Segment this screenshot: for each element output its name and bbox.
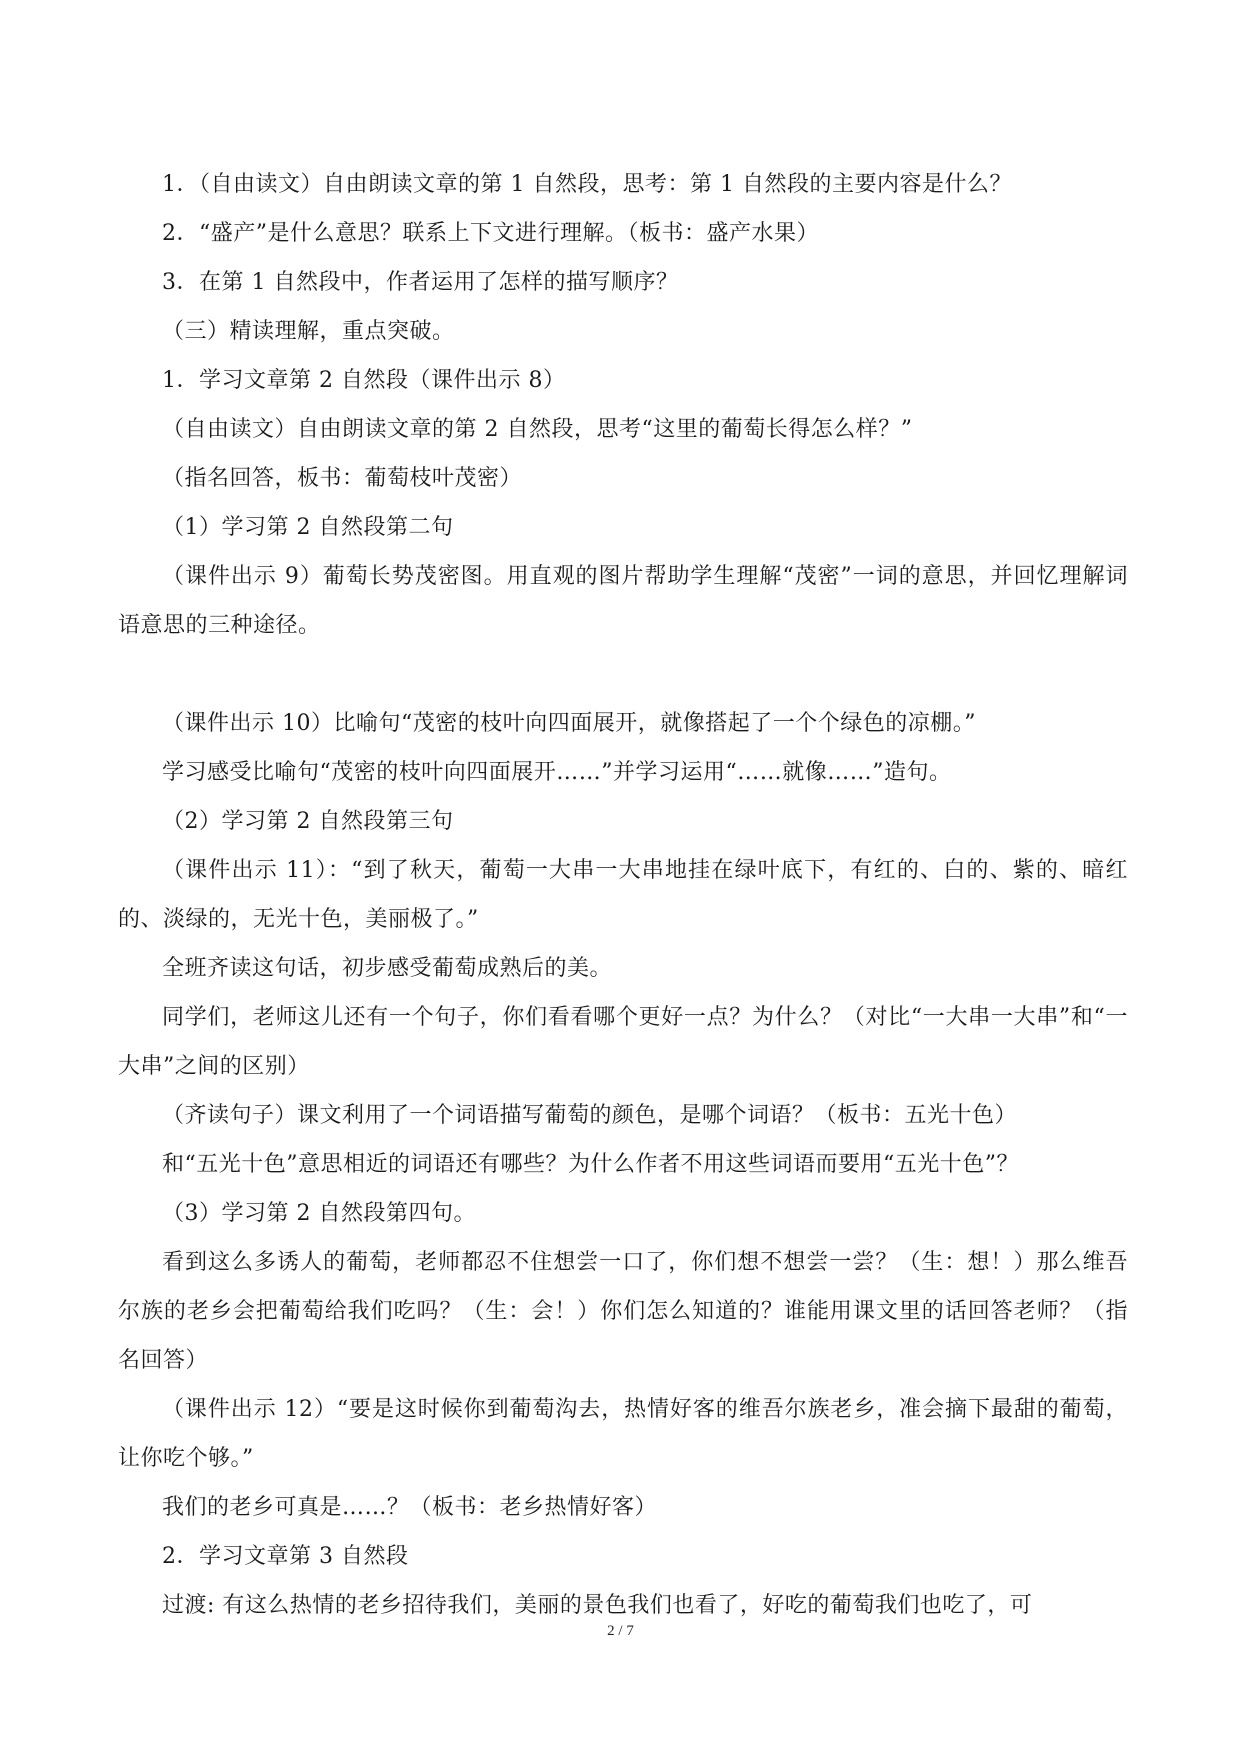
paragraph: （课件出示 12）“要是这时候你到葡萄沟去，热情好客的维吾尔族老乡，准会摘下最甜的葡萄，让你吃个够。”	[118, 1397, 1128, 1471]
paragraph-group-a	[118, 160, 1128, 650]
paragraph-group-b	[118, 699, 1128, 1630]
paragraph: （课件出示 9）葡萄长势茂密图。用直观的图片帮助学生理解“茂密”一词的意思，并回忆理解词语意思的三种途径。	[118, 564, 1128, 638]
paragraph: 过渡: 有这么热情的老乡招待我们，美丽的景色我们也看了，好吃的葡萄我们也吃了，可	[162, 1593, 1033, 1618]
paragraph: （课件出示 10）比喻句“茂密的枝叶向四面展开，就像搭起了一个个绿色的凉棚。”	[162, 711, 976, 736]
paragraph: （三）精读理解，重点突破。	[162, 319, 455, 344]
paragraph: 同学们，老师这儿还有一个句子，你们看看哪个更好一点？为什么？（对比“一大串一大串”和“一大串”之间的区别）	[118, 1005, 1128, 1079]
paragraph: （指名回答，板书：葡萄枝叶茂密）	[162, 466, 523, 491]
paragraph: 3．在第 1 自然段中，作者运用了怎样的描写顺序？	[162, 270, 679, 295]
paragraph: 看到这么多诱人的葡萄，老师都忍不住想尝一口了，你们想不想尝一尝？（生：想！）那么维吾尔族的老乡会把葡萄给我们吃吗？（生：会！）你们怎么知道的？谁能用课文里的话回答老师？（指名回答）	[118, 1250, 1128, 1373]
paragraph: （3）学习第 2 自然段第四句。	[162, 1201, 476, 1226]
paragraph: 2．“盛产”是什么意思？联系上下文进行理解。（板书：盛产水果）	[162, 221, 819, 246]
paragraph: 1．学习文章第 2 自然段（课件出示 8）	[162, 368, 566, 393]
paragraph: 1．（自由读文）自由朗读文章的第 1 自然段，思考：第 1 自然段的主要内容是什么？	[162, 172, 1012, 197]
paragraph: （1）学习第 2 自然段第二句	[162, 515, 454, 540]
paragraph: 和“五光十色”意思相近的词语还有哪些？为什么作者不用这些词语而要用“五光十色”？	[162, 1152, 1019, 1177]
paragraph: 全班齐读这句话，初步感受葡萄成熟后的美。	[162, 956, 613, 981]
paragraph-gap	[118, 650, 1128, 699]
page-number: 2 / 7	[607, 1623, 634, 1639]
paragraph: （2）学习第 2 自然段第三句	[162, 809, 454, 834]
paragraph: （齐读句子）课文利用了一个词语描写葡萄的颜色，是哪个词语？（板书：五光十色）	[162, 1103, 1018, 1128]
paragraph: 我们的老乡可真是……？（板书：老乡热情好客）	[162, 1495, 658, 1520]
paragraph: （自由读文）自由朗读文章的第 2 自然段，思考“这里的葡萄长得怎么样？”	[162, 417, 913, 442]
paragraph: （课件出示 11）：“到了秋天，葡萄一大串一大串地挂在绿叶底下，有红的、白的、紫的、暗红的、淡绿的，无光十色，美丽极了。”	[118, 858, 1128, 932]
document-body	[118, 160, 1128, 1630]
paragraph: 学习感受比喻句“茂密的枝叶向四面展开……”并学习运用“……就像……”造句。	[162, 760, 952, 785]
paragraph: 2．学习文章第 3 自然段	[162, 1544, 409, 1569]
